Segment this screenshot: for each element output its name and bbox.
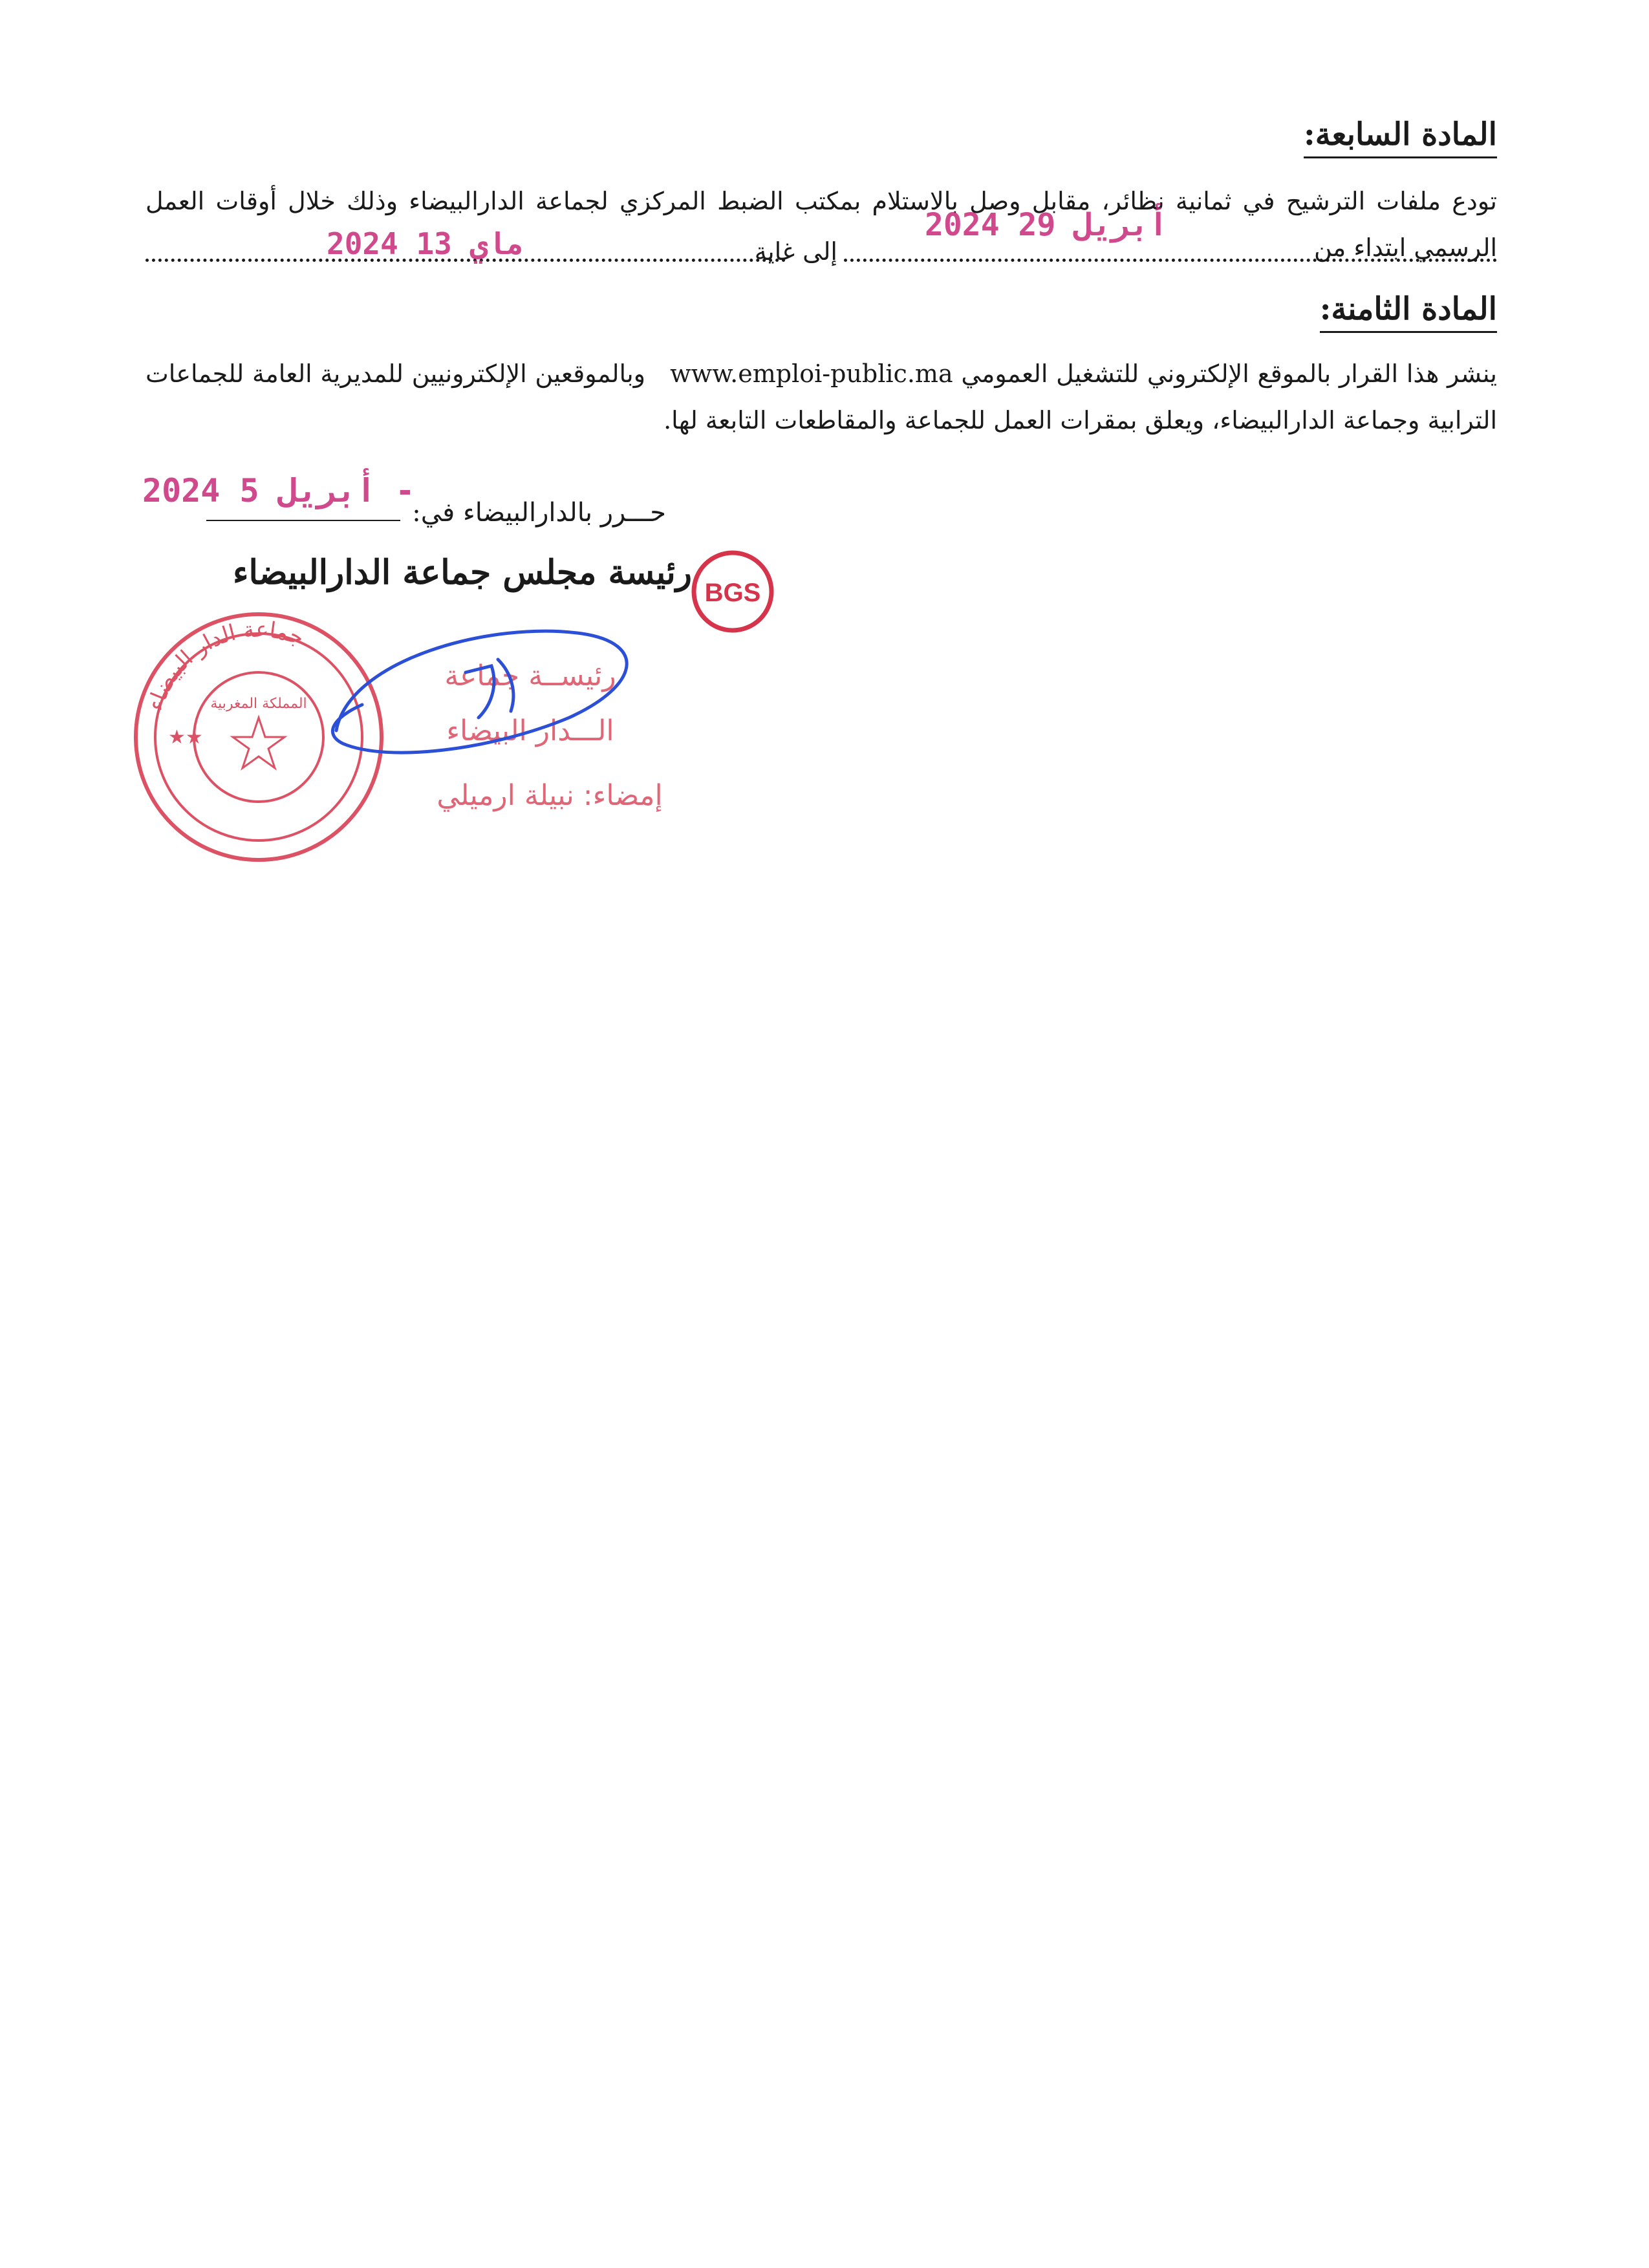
signature-stamp [436,659,662,812]
signature-place-label: حـــرر بالدارالبيضاء في: [412,498,666,528]
bgs-badge-text: BGS [704,579,761,607]
start-date-stamp: 2024 أبريل 29 [925,207,1168,243]
signatory-title: رئيسة مجلس جماعة الدارالبيضاء [233,553,692,592]
bgs-badge [694,553,771,630]
article-8-text-start: ينشر هذا القرار بالموقع الإلكتروني للتشغيل العمومي [961,359,1497,388]
signature-date-stamp: 2024 أبريل 5 - [142,472,415,509]
signature-stamp-line-3: إمضاء: نبيلة ارميلي [436,779,663,812]
article-7-heading: المادة السابعة: [1304,116,1497,158]
seal-inner-text: المملكة المغربية [210,696,307,712]
article-8-heading: المادة الثامنة: [1320,291,1497,333]
seal-star-icon [233,718,285,768]
seal-outer-text: جماعة الدار البيضاء [142,616,308,714]
emploi-public-link[interactable]: www.emploi-public.ma [670,359,953,388]
end-date-stamp: 2024 ماي 13 [327,226,524,261]
official-seal [136,614,382,860]
signature-stamp-line-2: الـــدار البيضاء [446,714,614,747]
until-label: إلى غاية [754,237,837,266]
article-8-text-end: وبالموقعين الإلكترونيين للمديرية العامة للجماعات الترابية وجماعة الدارالبيضاء، ويعلق بمقرات العمل للجماعة والمقاطعات التابعة لها. [146,359,1497,434]
signature-stamp-line-1: رئيســة جماعة [444,659,616,692]
article-7-text: تودع ملفات الترشيح في ثمانية نظائر، مقابل وصل بالاستلام بمكتب الضبط المركزي لجماعة الدارالبيضاء وذلك خلال أوقات العمل الرسمي ابتداء من [146,187,1497,262]
seal-stars-icon: ★★ [168,726,203,749]
